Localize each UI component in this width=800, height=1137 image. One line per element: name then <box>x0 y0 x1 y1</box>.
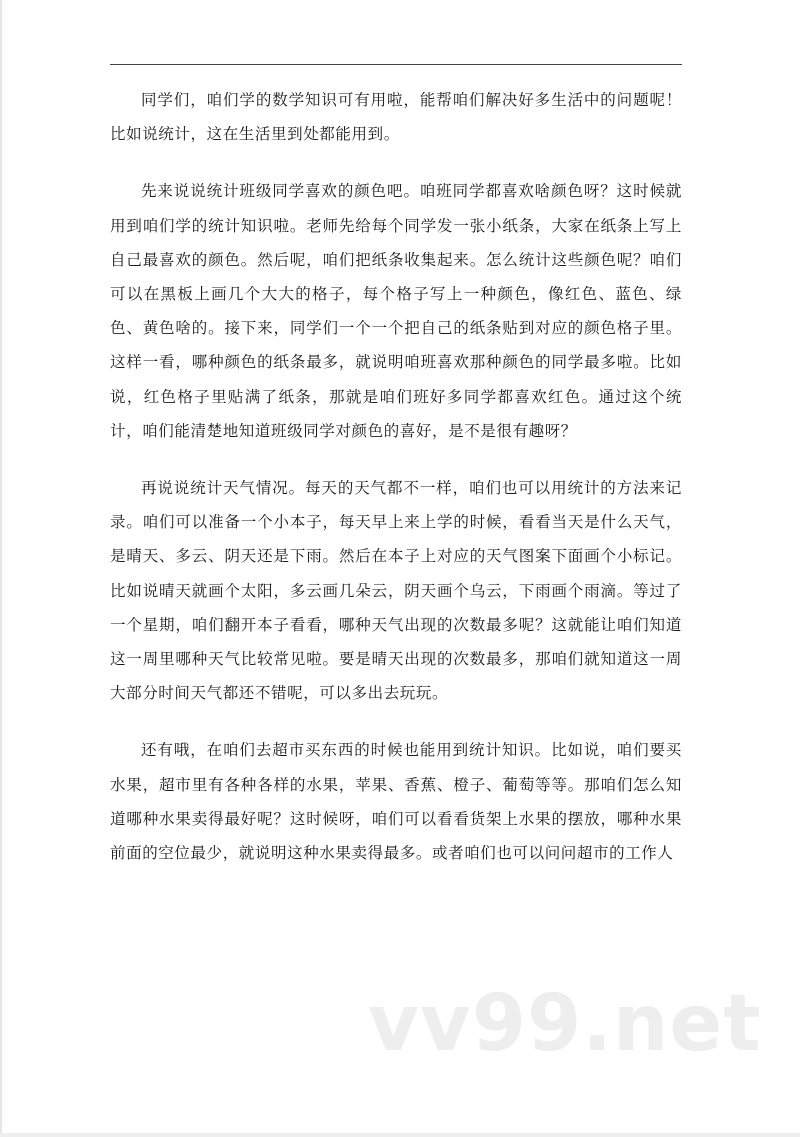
paragraph-weather: 再说说统计天气情况。每天的天气都不一样，咱们也可以用统计的方法来记录。咱们可以准备一个小本子，每天早上来上学的时候，看看当天是什么天气，是晴天、多云、阴天还是下雨。然后在本子上对应的天气图案下面画个小标记。比如说晴天就画个太阳，多云画几朵云，阴天画个乌云，下雨画个雨滴。等过了一个星期，咱们翻开本子看看，哪种天气出现的次数最多呢？这就能让咱们知道这一周里哪种天气比较常见啦。要是晴天出现的次数最多，那咱们就知道这一周大部分时间天气都还不错呢，可以多出去玩玩。 <box>110 479 682 703</box>
header-rule <box>110 64 682 65</box>
document-body <box>110 83 682 893</box>
page-left-edge <box>0 0 2 1137</box>
paragraph-supermarket: 还有哦，在咱们去超市买东西的时候也能用到统计知识。比如说，咱们要买水果，超市里有各种各样的水果，苹果、香蕉、橙子、葡萄等等。那咱们怎么知道哪种水果卖得最好呢？这时候呀，咱们可以看看货架上水果的摆放，哪种水果前面的空位最少，就说明这种水果卖得最多。或者咱们也可以问问超市的工作人 <box>110 741 682 863</box>
paragraph-intro: 同学们，咱们学的数学知识可有用啦，能帮咱们解决好多生活中的问题呢！比如说统计，这在生活里到处都能用到。 <box>110 91 682 144</box>
watermark: vv99.net <box>368 979 762 1069</box>
paragraph-colors: 先来说说统计班级同学喜欢的颜色吧。咱班同学都喜欢啥颜色呀？这时候就用到咱们学的统计知识啦。老师先给每个同学发一张小纸条，大家在纸条上写上自己最喜欢的颜色。然后呢，咱们把纸条收集起来。怎么统计这些颜色呢？咱们可以在黑板上画几个大大的格子，每个格子写上一种颜色，像红色、蓝色、绿色、黄色啥的。接下来，同学们一个一个把自己的纸条贴到对应的颜色格子里。这样一看，哪种颜色的纸条最多，就说明咱班喜欢那种颜色的同学最多啦。比如说，红色格子里贴满了纸条，那就是咱们班好多同学都喜欢红色。通过这个统计，咱们能清楚地知道班级同学对颜色的喜好，是不是很有趣呀？ <box>110 182 682 440</box>
page-bottom-edge <box>0 1133 800 1137</box>
